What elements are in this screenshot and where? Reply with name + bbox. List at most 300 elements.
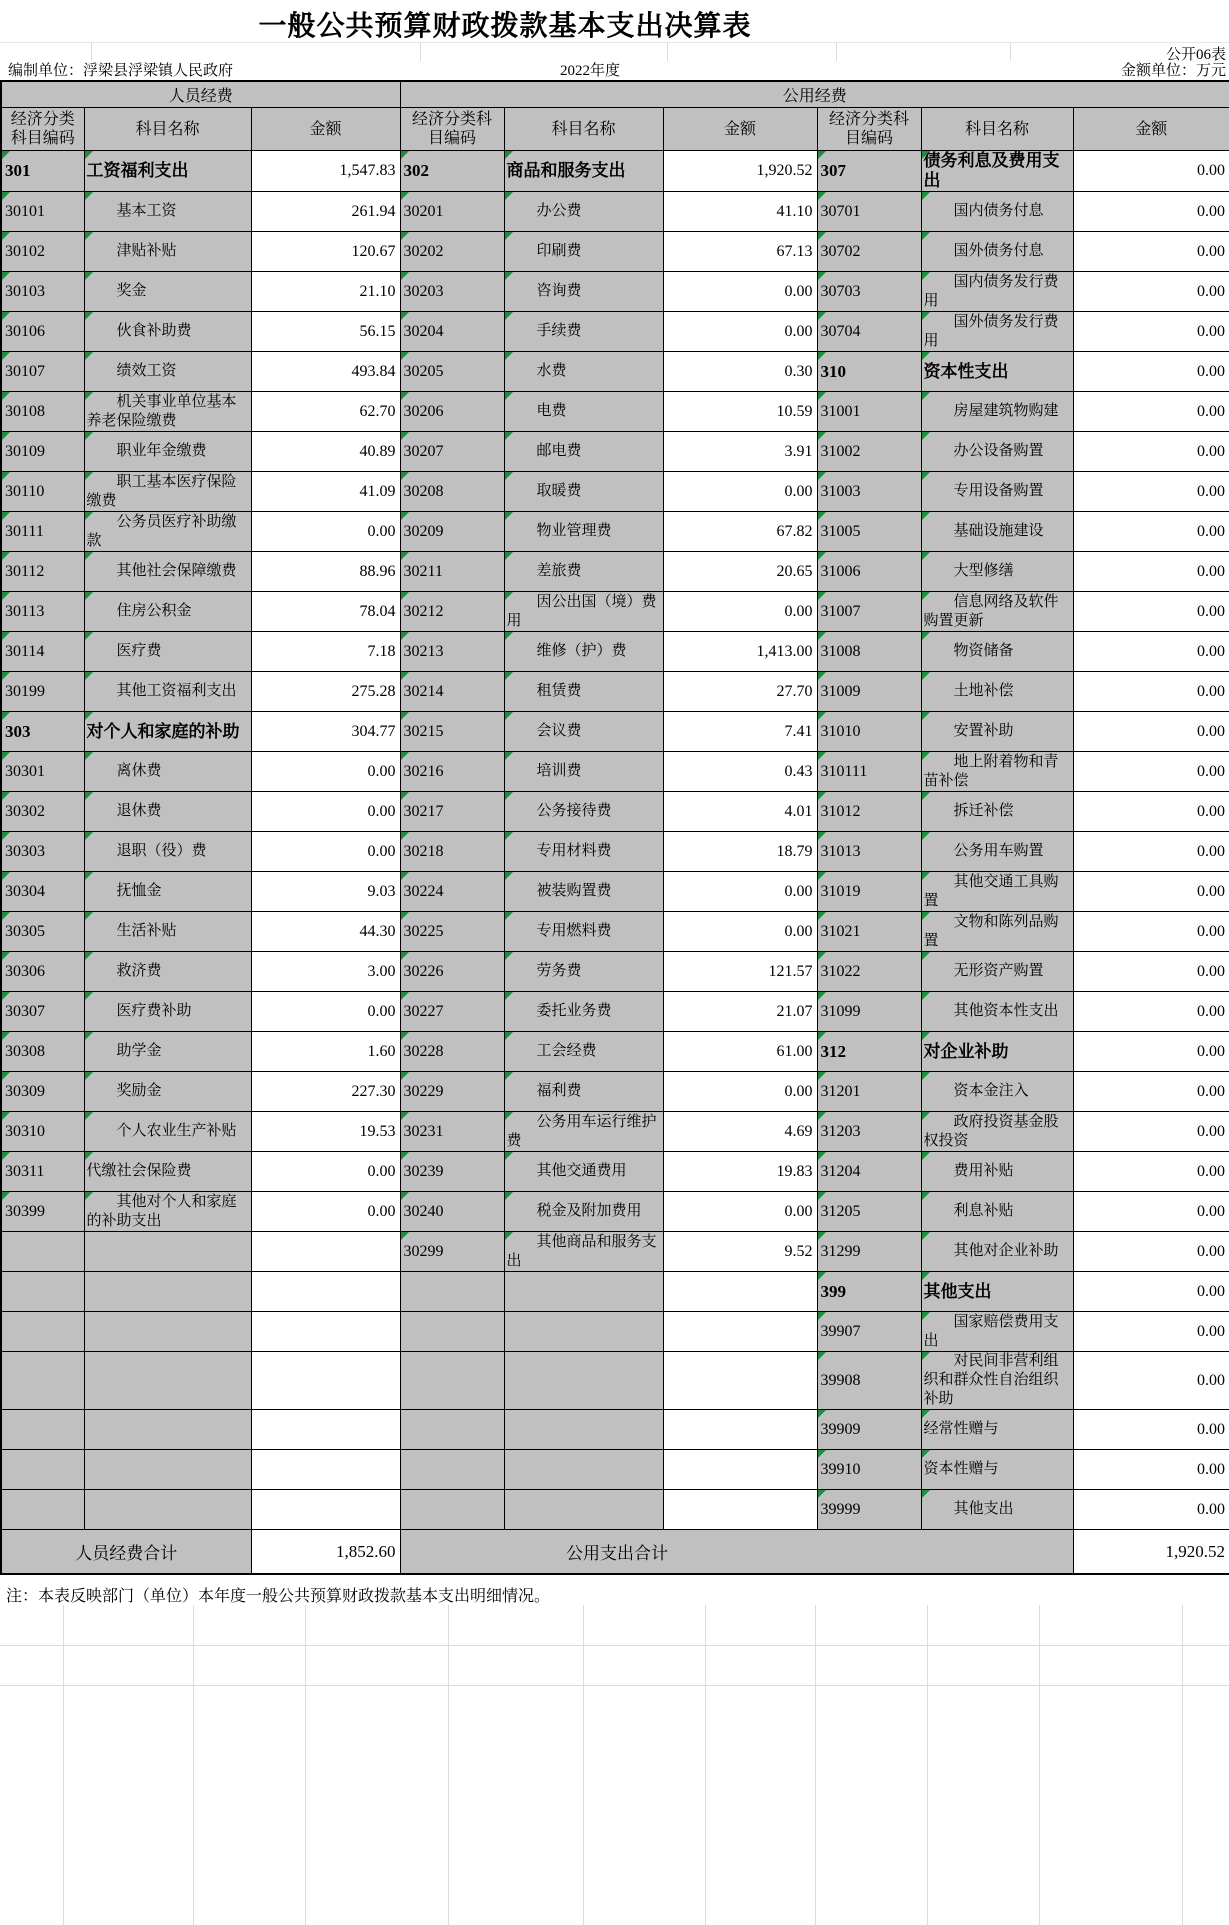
error-triangle-icon xyxy=(505,1032,513,1040)
code-cell: 30114 xyxy=(1,632,84,672)
error-triangle-icon xyxy=(818,1192,826,1200)
error-triangle-icon xyxy=(505,512,513,520)
amount-cell: 41.09 xyxy=(251,472,400,512)
subject-name-cell: 抚恤金 xyxy=(84,872,251,912)
table-row xyxy=(1,672,1229,712)
subject-name-cell xyxy=(84,1410,251,1450)
error-triangle-icon xyxy=(505,552,513,560)
error-triangle-icon xyxy=(818,592,826,600)
subject-name-cell: 资本金注入 xyxy=(921,1072,1073,1112)
error-triangle-icon xyxy=(818,192,826,200)
error-triangle-icon xyxy=(2,1192,10,1200)
group-header-personnel: 人员经费 xyxy=(1,81,400,108)
amount-cell: 61.00 xyxy=(663,1032,817,1072)
code-cell: 30107 xyxy=(1,352,84,392)
subject-name-cell: 对企业补助 xyxy=(921,1032,1073,1072)
code-cell: 30202 xyxy=(400,232,504,272)
table-row xyxy=(1,1272,1229,1312)
gridline xyxy=(305,1605,306,1925)
amount-cell: 0.00 xyxy=(663,1072,817,1112)
subject-name-cell: 医疗费补助 xyxy=(84,992,251,1032)
error-triangle-icon xyxy=(505,1192,513,1200)
error-triangle-icon xyxy=(818,1450,826,1458)
subject-name-cell xyxy=(504,1450,663,1490)
error-triangle-icon xyxy=(85,432,93,440)
subject-name-cell: 邮电费 xyxy=(504,432,663,472)
table-row xyxy=(1,952,1229,992)
error-triangle-icon xyxy=(818,1352,826,1360)
code-cell: 30225 xyxy=(400,912,504,952)
subject-name-cell: 绩效工资 xyxy=(84,352,251,392)
subject-name-cell xyxy=(504,1490,663,1530)
code-cell xyxy=(1,1232,84,1272)
error-triangle-icon xyxy=(85,1152,93,1160)
error-triangle-icon xyxy=(922,552,930,560)
error-triangle-icon xyxy=(85,1072,93,1080)
error-triangle-icon xyxy=(401,232,409,240)
subject-name-cell: 机关事业单位基本养老保险缴费 xyxy=(84,392,251,432)
subject-name-cell: 其他社会保障缴费 xyxy=(84,552,251,592)
amount-cell: 88.96 xyxy=(251,552,400,592)
code-cell: 30208 xyxy=(400,472,504,512)
error-triangle-icon xyxy=(85,872,93,880)
subject-name-cell: 伙食补助费 xyxy=(84,312,251,352)
amount-cell xyxy=(663,1352,817,1410)
error-triangle-icon xyxy=(922,1112,930,1120)
col-header-name: 科目名称 xyxy=(84,108,251,151)
amount-cell: 121.57 xyxy=(663,952,817,992)
table-row xyxy=(1,1112,1229,1152)
code-cell: 312 xyxy=(817,1032,921,1072)
error-triangle-icon xyxy=(401,552,409,560)
subject-name-cell: 专用设备购置 xyxy=(921,472,1073,512)
amount-cell: 1.60 xyxy=(251,1032,400,1072)
error-triangle-icon xyxy=(505,352,513,360)
error-triangle-icon xyxy=(85,272,93,280)
error-triangle-icon xyxy=(85,792,93,800)
error-triangle-icon xyxy=(2,832,10,840)
error-triangle-icon xyxy=(2,592,10,600)
subject-name-cell: 取暖费 xyxy=(504,472,663,512)
amount-cell: 0.00 xyxy=(251,512,400,552)
table-row xyxy=(1,312,1229,352)
error-triangle-icon xyxy=(2,232,10,240)
personnel-total-amount: 1,852.60 xyxy=(251,1530,400,1575)
amount-cell: 0.00 xyxy=(1073,1152,1229,1192)
code-cell xyxy=(400,1352,504,1410)
code-cell: 31201 xyxy=(817,1072,921,1112)
error-triangle-icon xyxy=(2,312,10,320)
subject-name-cell: 培训费 xyxy=(504,752,663,792)
amount-cell: 1,413.00 xyxy=(663,632,817,672)
error-triangle-icon xyxy=(401,272,409,280)
code-cell: 30199 xyxy=(1,672,84,712)
subject-name-cell xyxy=(84,1232,251,1272)
org-unit-label: 编制单位：浮梁县浮梁镇人民政府 xyxy=(8,63,234,79)
error-triangle-icon xyxy=(505,672,513,680)
code-cell: 30299 xyxy=(400,1232,504,1272)
error-triangle-icon xyxy=(922,912,930,920)
code-cell: 31099 xyxy=(817,992,921,1032)
public-total-amount: 1,920.52 xyxy=(1073,1530,1229,1575)
amount-cell: 0.00 xyxy=(1073,1450,1229,1490)
error-triangle-icon xyxy=(401,752,409,760)
subject-name-cell: 办公费 xyxy=(504,192,663,232)
amount-cell xyxy=(663,1410,817,1450)
code-cell: 30229 xyxy=(400,1072,504,1112)
code-cell: 30240 xyxy=(400,1192,504,1232)
error-triangle-icon xyxy=(2,512,10,520)
amount-cell: 0.00 xyxy=(1073,232,1229,272)
subject-name-cell xyxy=(84,1272,251,1312)
amount-cell: 0.00 xyxy=(1073,1410,1229,1450)
amount-cell: 0.00 xyxy=(1073,872,1229,912)
subject-name-cell: 其他资本性支出 xyxy=(921,992,1073,1032)
amount-cell: 493.84 xyxy=(251,352,400,392)
error-triangle-icon xyxy=(922,1352,930,1360)
code-cell xyxy=(1,1490,84,1530)
amount-cell: 261.94 xyxy=(251,192,400,232)
error-triangle-icon xyxy=(505,912,513,920)
error-triangle-icon xyxy=(85,352,93,360)
amount-cell: 0.00 xyxy=(251,992,400,1032)
error-triangle-icon xyxy=(922,1192,930,1200)
table-body xyxy=(1,151,1229,1530)
subject-name-cell: 文物和陈列品购置 xyxy=(921,912,1073,952)
amount-cell: 304.77 xyxy=(251,712,400,752)
error-triangle-icon xyxy=(2,392,10,400)
gridline xyxy=(193,1605,194,1925)
error-triangle-icon xyxy=(922,1032,930,1040)
code-cell: 31002 xyxy=(817,432,921,472)
code-cell xyxy=(400,1312,504,1352)
subject-name-cell: 会议费 xyxy=(504,712,663,752)
error-triangle-icon xyxy=(401,432,409,440)
code-cell: 31006 xyxy=(817,552,921,592)
subject-name-cell: 安置补助 xyxy=(921,712,1073,752)
code-cell: 31203 xyxy=(817,1112,921,1152)
subject-name-cell: 房屋建筑物购建 xyxy=(921,392,1073,432)
code-cell: 31204 xyxy=(817,1152,921,1192)
subject-name-cell: 债务利息及费用支出 xyxy=(921,151,1073,192)
error-triangle-icon xyxy=(401,912,409,920)
gridline xyxy=(1010,43,1011,61)
code-cell: 30205 xyxy=(400,352,504,392)
subject-name-cell: 奖金 xyxy=(84,272,251,312)
error-triangle-icon xyxy=(85,632,93,640)
subject-name-cell: 水费 xyxy=(504,352,663,392)
subject-name-cell: 基础设施建设 xyxy=(921,512,1073,552)
code-cell: 307 xyxy=(817,151,921,192)
error-triangle-icon xyxy=(922,952,930,960)
amount-cell: 0.00 xyxy=(1073,272,1229,312)
gridline xyxy=(583,1605,584,1925)
amount-cell: 78.04 xyxy=(251,592,400,632)
table-row xyxy=(1,232,1229,272)
amount-cell: 0.00 xyxy=(1073,1232,1229,1272)
subject-name-cell: 专用材料费 xyxy=(504,832,663,872)
error-triangle-icon xyxy=(922,192,930,200)
error-triangle-icon xyxy=(401,512,409,520)
error-triangle-icon xyxy=(401,872,409,880)
error-triangle-icon xyxy=(922,472,930,480)
amount-cell: 0.00 xyxy=(1073,1112,1229,1152)
col-header-amount: 金额 xyxy=(1073,108,1229,151)
subject-name-cell: 租赁费 xyxy=(504,672,663,712)
subject-name-cell: 离休费 xyxy=(84,752,251,792)
table-row xyxy=(1,151,1229,192)
error-triangle-icon xyxy=(505,192,513,200)
error-triangle-icon xyxy=(818,952,826,960)
error-triangle-icon xyxy=(401,592,409,600)
code-cell: 30108 xyxy=(1,392,84,432)
amount-cell: 20.65 xyxy=(663,552,817,592)
error-triangle-icon xyxy=(2,672,10,680)
amount-unit-label: 金额单位：万元 xyxy=(1120,63,1226,79)
subject-name-cell: 咨询费 xyxy=(504,272,663,312)
error-triangle-icon xyxy=(2,352,10,360)
code-cell: 30102 xyxy=(1,232,84,272)
error-triangle-icon xyxy=(2,1032,10,1040)
subject-name-cell: 委托业务费 xyxy=(504,992,663,1032)
error-triangle-icon xyxy=(818,512,826,520)
amount-cell xyxy=(251,1312,400,1352)
code-cell: 30203 xyxy=(400,272,504,312)
code-cell: 31008 xyxy=(817,632,921,672)
subject-name-cell: 经常性赠与 xyxy=(921,1410,1073,1450)
bottom-grid xyxy=(0,1605,1229,1925)
error-triangle-icon xyxy=(2,872,10,880)
error-triangle-icon xyxy=(401,1192,409,1200)
error-triangle-icon xyxy=(505,832,513,840)
group-header-public: 公用经费 xyxy=(400,81,1229,108)
error-triangle-icon xyxy=(2,1152,10,1160)
code-cell: 30224 xyxy=(400,872,504,912)
amount-cell: 0.00 xyxy=(1073,352,1229,392)
table-row xyxy=(1,792,1229,832)
subject-name-cell: 公务接待费 xyxy=(504,792,663,832)
error-triangle-icon xyxy=(2,1072,10,1080)
error-triangle-icon xyxy=(85,1032,93,1040)
error-triangle-icon xyxy=(401,832,409,840)
col-header-amount: 金额 xyxy=(251,108,400,151)
gridline xyxy=(0,1645,1229,1646)
amount-cell: 44.30 xyxy=(251,912,400,952)
code-cell: 310111 xyxy=(817,752,921,792)
error-triangle-icon xyxy=(922,232,930,240)
amount-cell: 0.00 xyxy=(251,792,400,832)
error-triangle-icon xyxy=(818,312,826,320)
error-triangle-icon xyxy=(505,472,513,480)
amount-cell xyxy=(251,1272,400,1312)
error-triangle-icon xyxy=(85,392,93,400)
code-cell: 30206 xyxy=(400,392,504,432)
error-triangle-icon xyxy=(505,1232,513,1240)
error-triangle-icon xyxy=(505,1152,513,1160)
subject-name-cell: 对个人和家庭的补助 xyxy=(84,712,251,752)
subject-name-cell xyxy=(84,1352,251,1410)
subject-name-cell: 工会经费 xyxy=(504,1032,663,1072)
code-cell: 30113 xyxy=(1,592,84,632)
error-triangle-icon xyxy=(818,472,826,480)
error-triangle-icon xyxy=(401,1032,409,1040)
gridline xyxy=(1039,1605,1040,1925)
code-cell: 31012 xyxy=(817,792,921,832)
error-triangle-icon xyxy=(818,151,826,159)
amount-cell: 0.00 xyxy=(1073,512,1229,552)
amount-cell: 227.30 xyxy=(251,1072,400,1112)
error-triangle-icon xyxy=(401,151,409,159)
gridline xyxy=(420,43,421,61)
error-triangle-icon xyxy=(922,1312,930,1320)
table-row xyxy=(1,352,1229,392)
error-triangle-icon xyxy=(401,792,409,800)
subject-name-cell: 国内债务付息 xyxy=(921,192,1073,232)
error-triangle-icon xyxy=(401,392,409,400)
code-cell: 30399 xyxy=(1,1192,84,1232)
error-triangle-icon xyxy=(922,1410,930,1418)
code-cell: 30103 xyxy=(1,272,84,312)
amount-cell: 0.00 xyxy=(1073,952,1229,992)
amount-cell: 0.00 xyxy=(1073,752,1229,792)
code-cell: 30303 xyxy=(1,832,84,872)
table-row xyxy=(1,752,1229,792)
amount-cell xyxy=(663,1272,817,1312)
subject-name-cell: 对民间非营利组织和群众性自治组织补助 xyxy=(921,1352,1073,1410)
subject-name-cell: 救济费 xyxy=(84,952,251,992)
error-triangle-icon xyxy=(818,1152,826,1160)
code-cell: 31007 xyxy=(817,592,921,632)
error-triangle-icon xyxy=(2,952,10,960)
error-triangle-icon xyxy=(505,392,513,400)
gridline xyxy=(1182,1605,1183,1925)
error-triangle-icon xyxy=(85,752,93,760)
amount-cell: 0.00 xyxy=(251,832,400,872)
subject-name-cell: 物业管理费 xyxy=(504,512,663,552)
error-triangle-icon xyxy=(922,1232,930,1240)
table-row xyxy=(1,272,1229,312)
column-header-row xyxy=(1,108,1229,151)
error-triangle-icon xyxy=(401,1072,409,1080)
subject-name-cell: 信息网络及软件购置更新 xyxy=(921,592,1073,632)
subject-name-cell: 医疗费 xyxy=(84,632,251,672)
subject-name-cell: 其他商品和服务支出 xyxy=(504,1232,663,1272)
code-cell: 30212 xyxy=(400,592,504,632)
error-triangle-icon xyxy=(401,192,409,200)
error-triangle-icon xyxy=(2,632,10,640)
error-triangle-icon xyxy=(922,432,930,440)
table-row xyxy=(1,1410,1229,1450)
subject-name-cell: 利息补贴 xyxy=(921,1192,1073,1232)
error-triangle-icon xyxy=(818,392,826,400)
amount-cell: 10.59 xyxy=(663,392,817,432)
error-triangle-icon xyxy=(401,672,409,680)
amount-cell: 120.67 xyxy=(251,232,400,272)
col-header-code: 经济分类科目编码 xyxy=(400,108,504,151)
error-triangle-icon xyxy=(922,592,930,600)
subject-name-cell: 公务用车购置 xyxy=(921,832,1073,872)
code-cell: 310 xyxy=(817,352,921,392)
error-triangle-icon xyxy=(922,1152,930,1160)
subject-name-cell: 商品和服务支出 xyxy=(504,151,663,192)
subject-name-cell: 其他交通工具购置 xyxy=(921,872,1073,912)
table-row xyxy=(1,992,1229,1032)
error-triangle-icon xyxy=(505,992,513,1000)
amount-cell: 4.69 xyxy=(663,1112,817,1152)
amount-cell: 0.00 xyxy=(663,472,817,512)
subject-name-cell: 维修（护）费 xyxy=(504,632,663,672)
subject-name-cell: 其他支出 xyxy=(921,1490,1073,1530)
code-cell: 30704 xyxy=(817,312,921,352)
error-triangle-icon xyxy=(818,1410,826,1418)
table-row xyxy=(1,1152,1229,1192)
error-triangle-icon xyxy=(85,912,93,920)
error-triangle-icon xyxy=(401,992,409,1000)
subject-name-cell: 助学金 xyxy=(84,1032,251,1072)
error-triangle-icon xyxy=(401,1232,409,1240)
code-cell: 30218 xyxy=(400,832,504,872)
error-triangle-icon xyxy=(505,312,513,320)
code-cell: 30306 xyxy=(1,952,84,992)
error-triangle-icon xyxy=(85,192,93,200)
error-triangle-icon xyxy=(85,832,93,840)
table-row xyxy=(1,432,1229,472)
code-cell: 30211 xyxy=(400,552,504,592)
error-triangle-icon xyxy=(922,672,930,680)
title-band xyxy=(0,0,1229,42)
subject-name-cell: 土地补偿 xyxy=(921,672,1073,712)
amount-cell: 18.79 xyxy=(663,832,817,872)
error-triangle-icon xyxy=(922,632,930,640)
subject-name-cell: 国外债务付息 xyxy=(921,232,1073,272)
error-triangle-icon xyxy=(922,312,930,320)
amount-cell: 0.00 xyxy=(1073,1272,1229,1312)
fiscal-year-label: 2022年度 xyxy=(559,63,620,79)
amount-cell: 0.00 xyxy=(1073,672,1229,712)
table-row xyxy=(1,592,1229,632)
error-triangle-icon xyxy=(922,1072,930,1080)
subject-name-cell: 劳务费 xyxy=(504,952,663,992)
error-triangle-icon xyxy=(85,552,93,560)
error-triangle-icon xyxy=(818,832,826,840)
error-triangle-icon xyxy=(505,952,513,960)
error-triangle-icon xyxy=(922,752,930,760)
code-cell: 30207 xyxy=(400,432,504,472)
amount-cell xyxy=(663,1490,817,1530)
gridline xyxy=(815,1605,816,1925)
gridline xyxy=(705,1605,706,1925)
error-triangle-icon xyxy=(401,1152,409,1160)
error-triangle-icon xyxy=(922,512,930,520)
amount-cell: 0.00 xyxy=(663,912,817,952)
code-cell: 302 xyxy=(400,151,504,192)
code-cell: 30112 xyxy=(1,552,84,592)
subject-name-cell: 政府投资基金股权投资 xyxy=(921,1112,1073,1152)
code-cell: 30111 xyxy=(1,512,84,552)
amount-cell: 0.00 xyxy=(1073,1490,1229,1530)
subject-name-cell: 职业年金缴费 xyxy=(84,432,251,472)
info-band xyxy=(0,61,1229,80)
code-cell xyxy=(1,1312,84,1352)
subject-name-cell xyxy=(84,1490,251,1530)
error-triangle-icon xyxy=(505,712,513,720)
amount-cell xyxy=(663,1450,817,1490)
code-cell: 30301 xyxy=(1,752,84,792)
amount-cell: 41.10 xyxy=(663,192,817,232)
code-cell: 30215 xyxy=(400,712,504,752)
error-triangle-icon xyxy=(2,432,10,440)
amount-cell: 62.70 xyxy=(251,392,400,432)
